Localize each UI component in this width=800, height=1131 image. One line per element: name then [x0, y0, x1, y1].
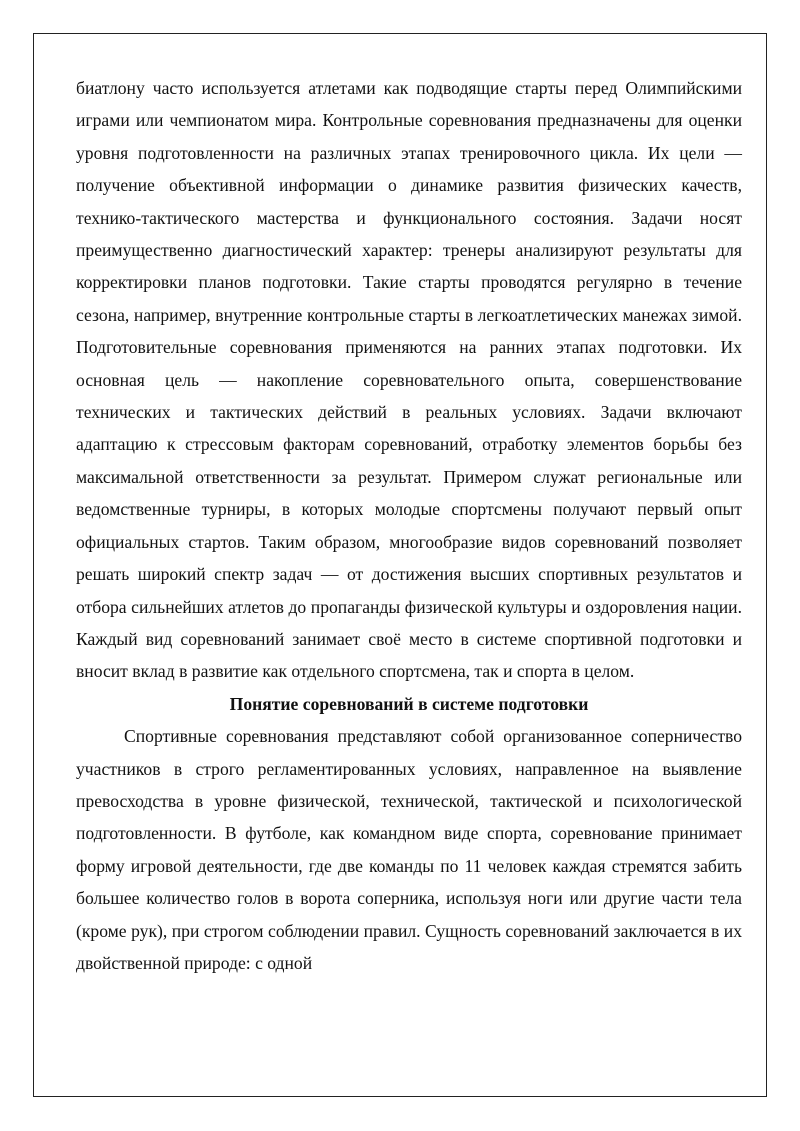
- body-paragraph-1: биатлону часто используется атлетами как подводящие старты перед Олимпийскими играми или чемпионатом мира. Контрольные соревнования предназначены для оценки уровня подготовленности на различных этапах тренировочного цикла. Их цели — получение объективной информации о динамике развития физических качеств, технико-тактического мастерства и функционального состояния. Задачи носят преимущественно диагностический характер: тренеры анализируют результаты для корректировки планов подготовки. Такие старты проводятся регулярно в течение сезона, например, внутренние контрольные старты в легкоатлетических манежах зимой. Подготовительные соревнования применяются на ранних этапах подготовки. Их основная цель — накопление соревновательного опыта, совершенствование технических и тактических действий в реальных условиях. Задачи включают адаптацию к стрессовым факторам соревнований, отработку элементов борьбы без максимальной ответственности за результат. Примером служат региональные или ведомственные турниры, в которых молодые спортсмены получают первый опыт официальных стартов. Таким образом, многообразие видов соревнований позволяет решать широкий спектр задач — от достижения высших спортивных результатов и отбора сильнейших атлетов до пропаганды физической культуры и оздоровления нации. Каждый вид соревнований занимает своё место в системе спортивной подготовки и вносит вклад в развитие как отдельного спортсмена, так и спорта в целом.: [76, 78, 742, 682]
- document-body: [76, 72, 742, 979]
- section-heading: Понятие соревнований в системе подготовки: [229, 693, 589, 714]
- body-paragraph-2: Спортивные соревнования представляют собой организованное соперничество участников в строго регламентированных условиях, направленное на выявление превосходства в уровне физической, технической, тактической и психологической подготовленности. В футболе, как командном виде спорта, соревнование принимает форму игровой деятельности, где две команды по 11 человек каждая стремятся забить большее количество голов в ворота соперника, используя ноги или другие части тела (кроме рук), при строгом соблюдении правил. Сущность соревнований заключается в их двойственной природе: с одной: [76, 726, 742, 973]
